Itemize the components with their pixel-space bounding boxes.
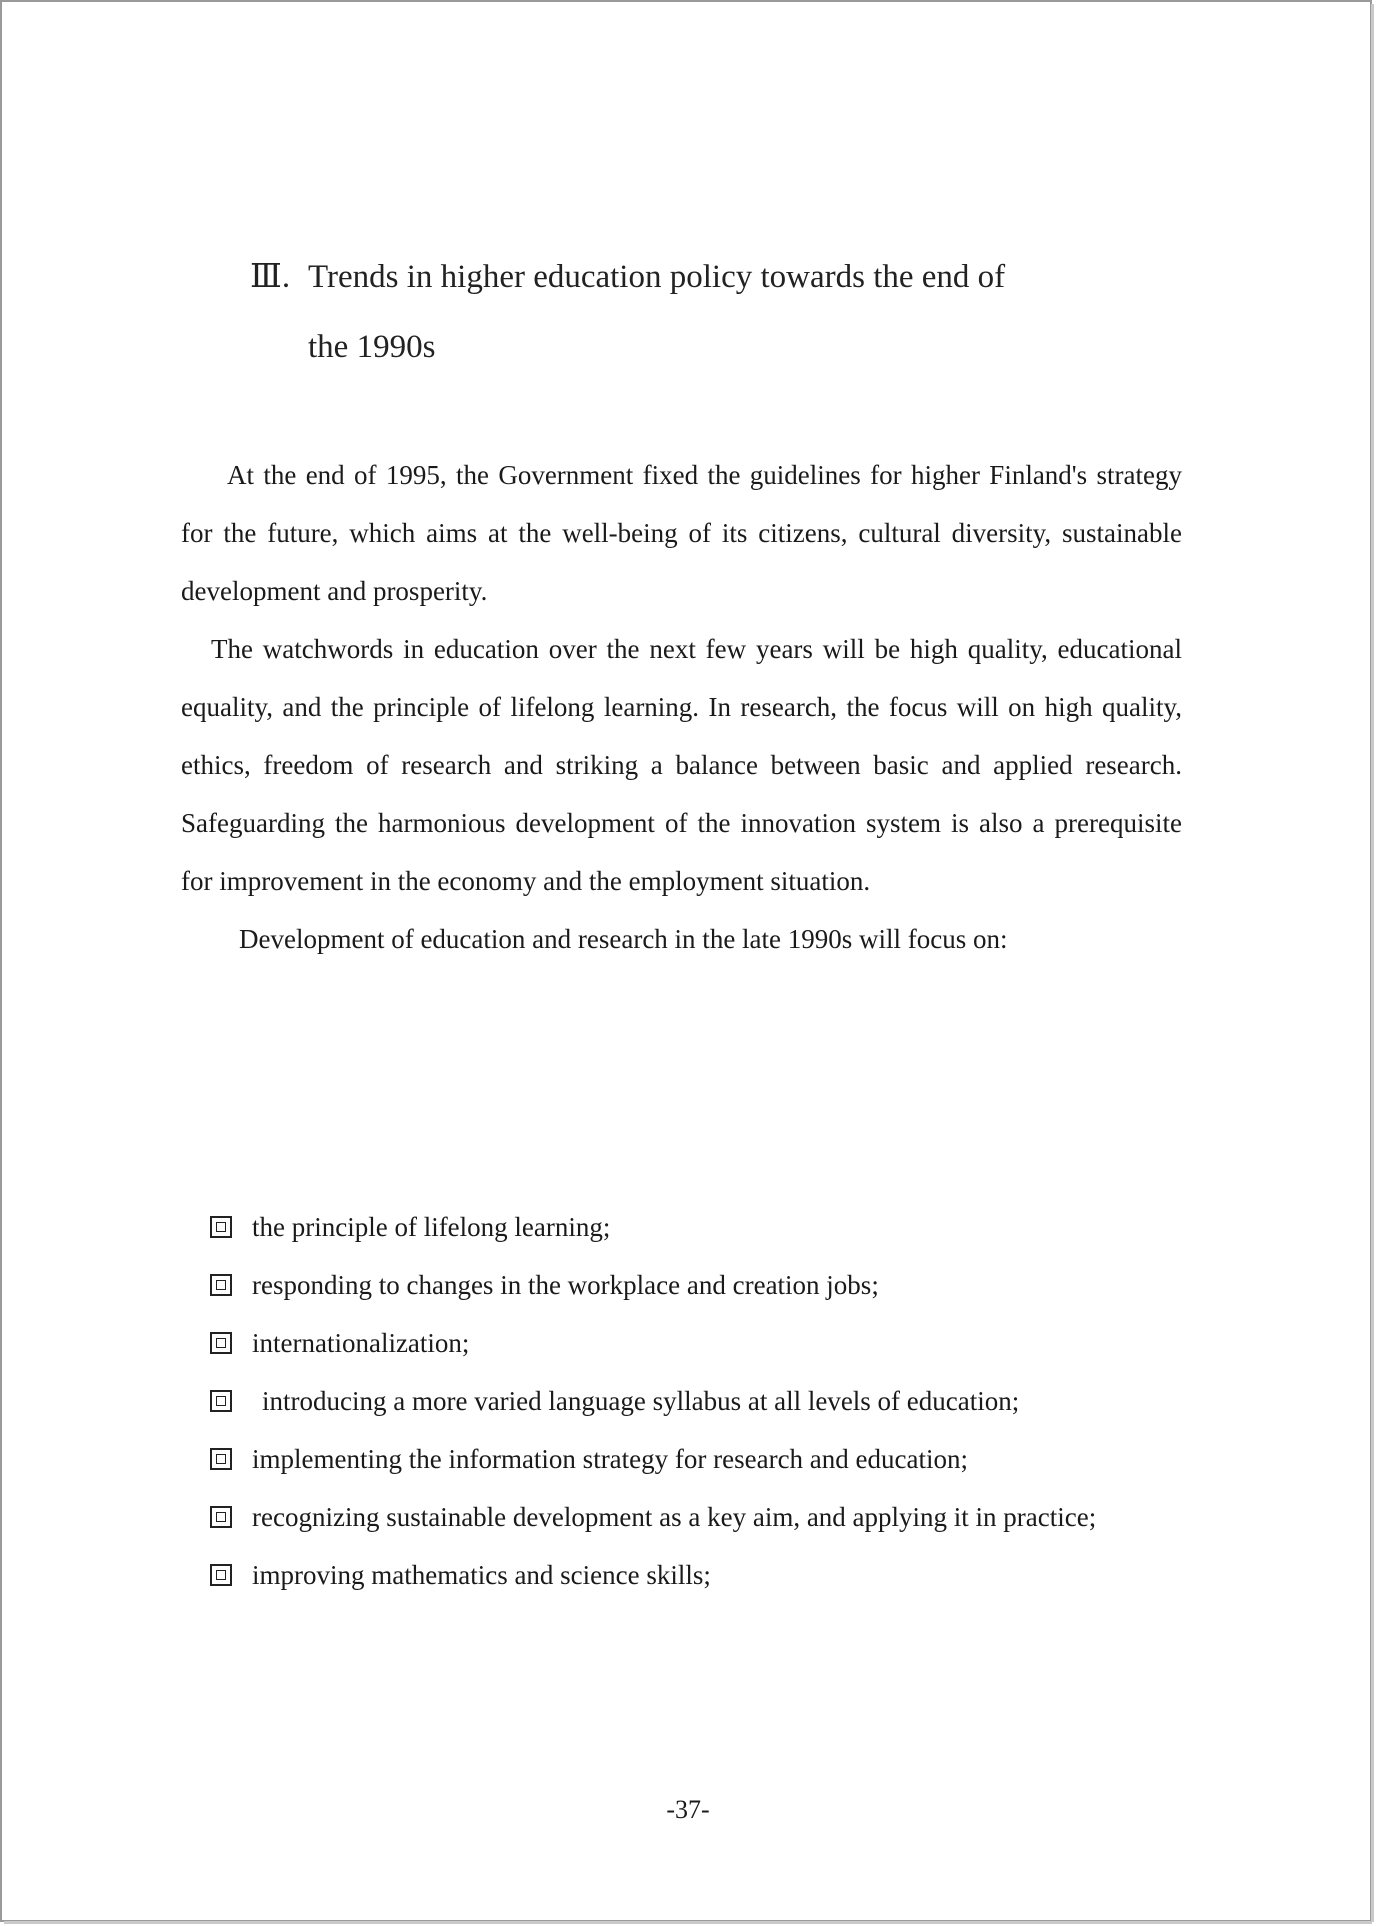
square-bullet-icon — [210, 1564, 232, 1586]
square-bullet-icon — [210, 1506, 232, 1528]
body-text — [181, 446, 1182, 968]
square-bullet-icon — [210, 1390, 232, 1412]
list-item-text: recognizing sustainable development as a key aim, and applying it in practice; — [252, 1502, 1097, 1532]
list-item — [210, 1198, 1190, 1256]
list-item — [210, 1488, 1190, 1546]
section-numeral: Ⅲ. — [250, 259, 291, 295]
list-item — [210, 1256, 1190, 1314]
focus-list — [210, 1198, 1190, 1604]
section-heading-line-1: Trends in higher education policy towards the end of — [308, 259, 1006, 295]
list-item — [210, 1372, 1190, 1430]
section-heading-line-2: the 1990s — [308, 329, 436, 365]
list-item-text: internationalization; — [252, 1328, 470, 1358]
list-item-text: implementing the information strategy for research and education; — [252, 1444, 969, 1474]
list-item-text: responding to changes in the workplace and creation jobs; — [252, 1270, 879, 1300]
square-bullet-icon — [210, 1216, 232, 1238]
square-bullet-icon — [210, 1274, 232, 1296]
list-item-text: improving mathematics and science skills; — [252, 1560, 711, 1590]
list-item — [210, 1546, 1190, 1604]
list-item — [210, 1430, 1190, 1488]
square-bullet-icon — [210, 1332, 232, 1354]
list-item-text: introducing a more varied language syllabus at all levels of education; — [262, 1386, 1020, 1416]
section-heading — [250, 242, 1190, 382]
paragraph-watchwords: The watchwords in education over the next few years will be high quality, educational equality, and the principle of lifelong learning. In research, the focus will on high quality, ethics, freedom of research and striking a balance between basic and applied research. Safeguarding the harmonious development of the innovation system is also a prerequisite for improvement in the economy and the employment situation. — [181, 634, 1182, 896]
list-item-text: the principle of lifelong learning; — [252, 1212, 611, 1242]
list-item — [210, 1314, 1190, 1372]
page-number: -37- — [666, 1795, 710, 1824]
paragraph-guidelines: At the end of 1995, the Government fixed the guidelines for higher Finland's strategy for the future, which aims at the well-being of its citizens, cultural diversity, sustainable development and prosperity. — [181, 460, 1182, 606]
paragraph-development-intro: Development of education and research in the late 1990s will focus on: — [239, 924, 1008, 954]
square-bullet-icon — [210, 1448, 232, 1470]
